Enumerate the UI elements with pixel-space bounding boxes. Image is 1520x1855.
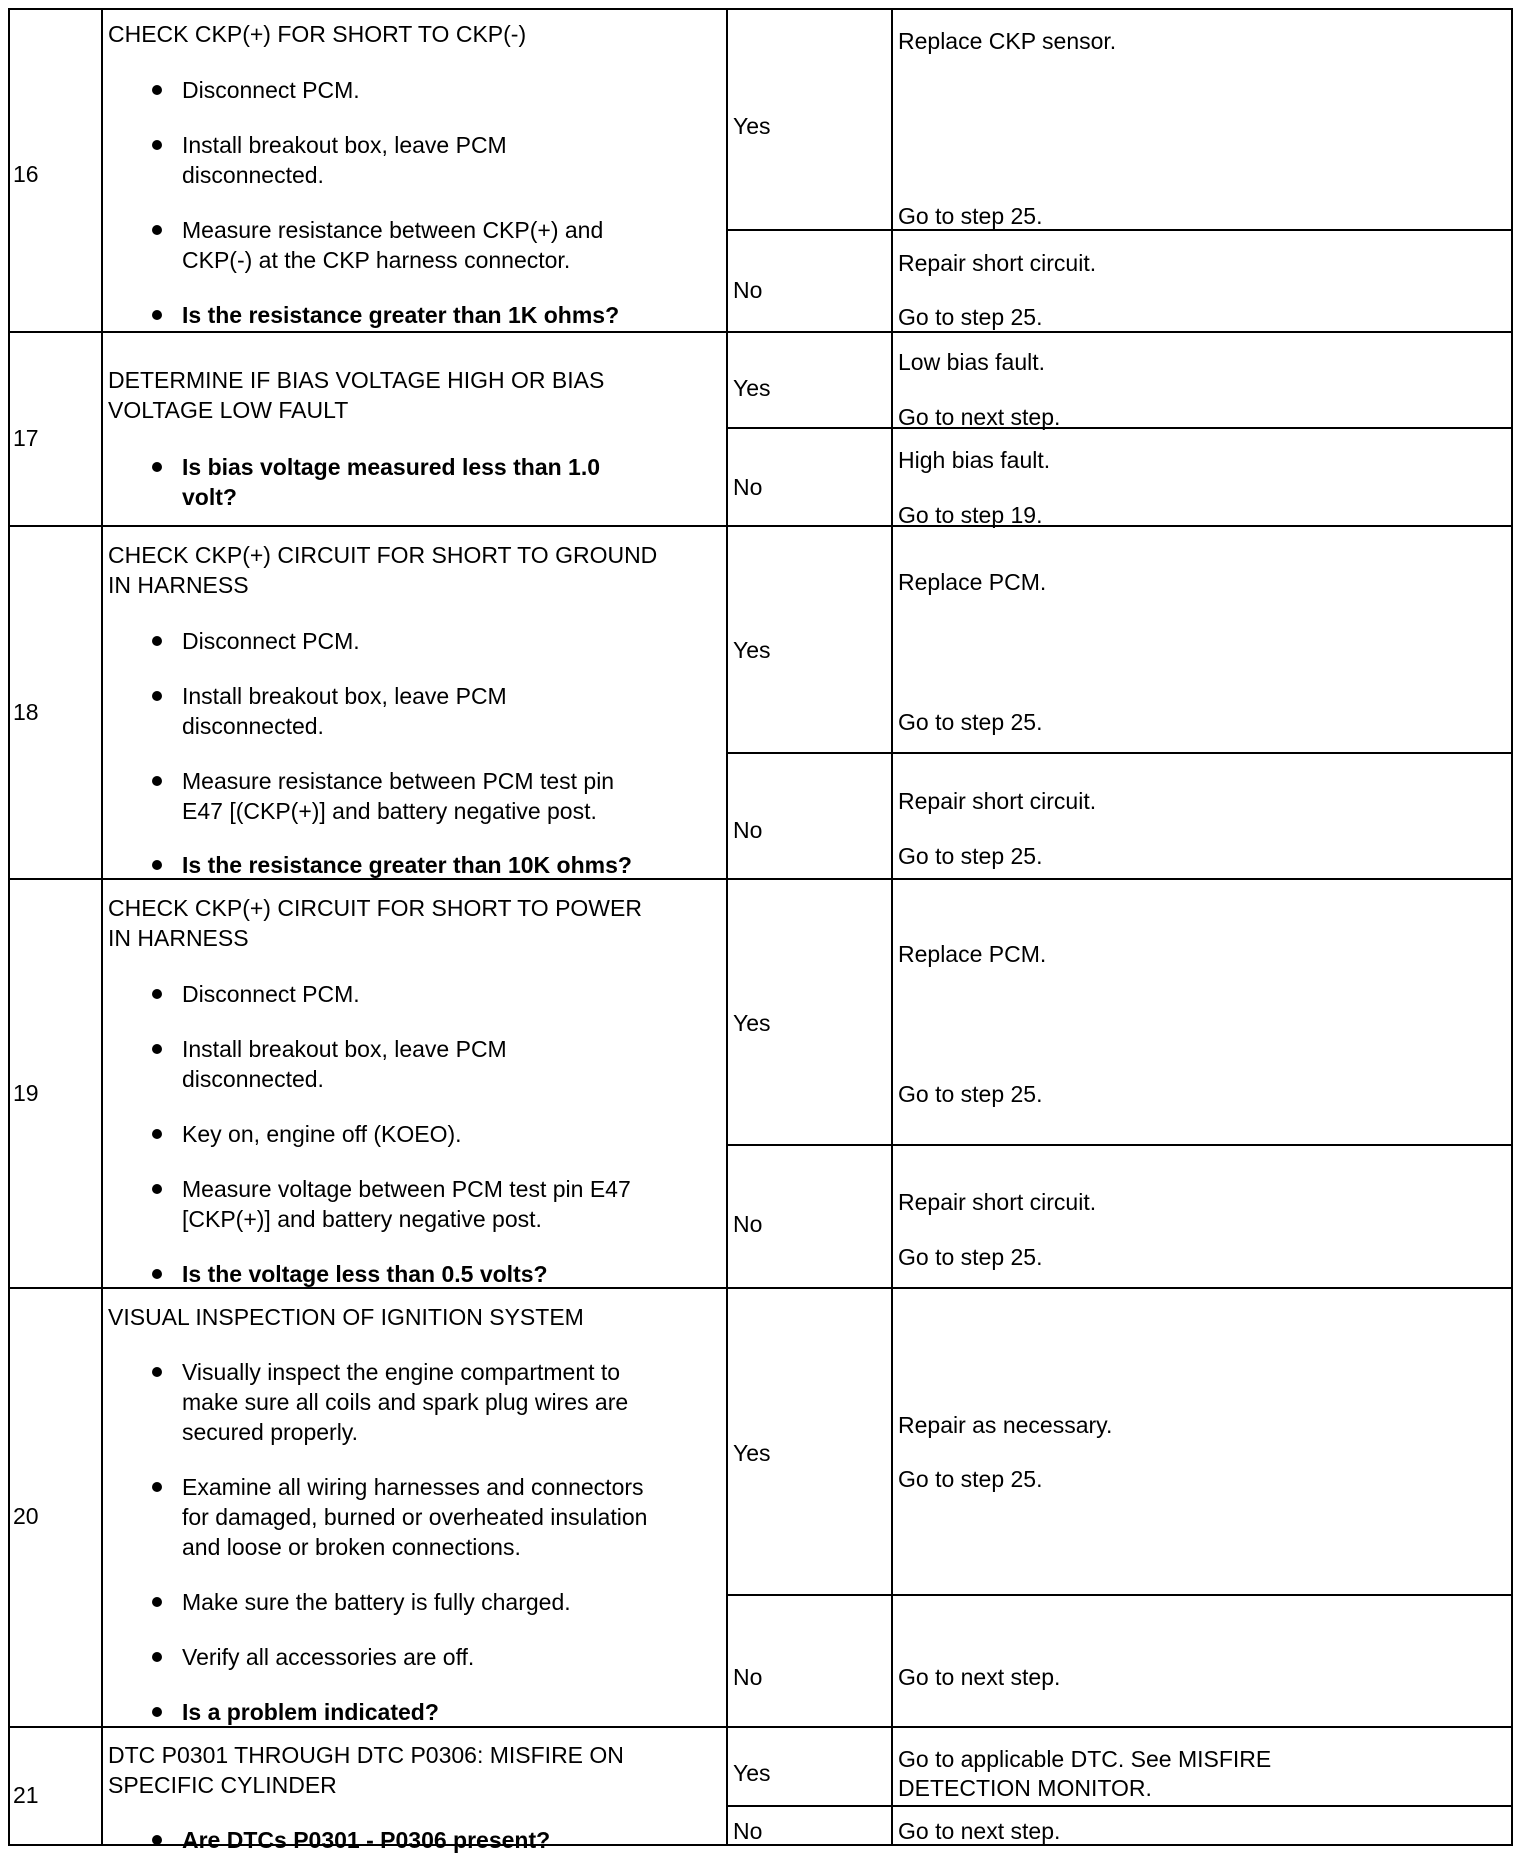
yes-goto: Go to step 25. [898, 203, 1043, 229]
yes-goto: Go to step 25. [898, 1081, 1043, 1107]
no-action: High bias fault. [898, 447, 1051, 473]
bullet-text: for damaged, burned or overheated insulation [182, 1504, 648, 1530]
answer-no: No [733, 1211, 763, 1237]
diagnostic-table [8, 8, 1513, 1853]
bullet-icon [152, 1367, 162, 1377]
bullet-text: Disconnect PCM. [182, 77, 360, 103]
no-goto: Go to step 25. [898, 304, 1043, 330]
bullet-text: Visually inspect the engine compartment to [182, 1359, 621, 1385]
answer-no: No [733, 817, 763, 843]
no-goto: Go to step 25. [898, 1244, 1043, 1270]
bullet-icon [152, 140, 162, 150]
yes-no-divider [726, 1594, 1511, 1596]
bullet-text: Examine all wiring harnesses and connectors [182, 1474, 644, 1500]
no-goto: Go to next step. [898, 1664, 1061, 1690]
question-text: Is the resistance greater than 10K ohms? [182, 852, 632, 878]
question-text: Is the voltage less than 0.5 volts? [182, 1261, 548, 1287]
bullet-icon [152, 776, 162, 786]
bullet-text: [CKP(+)] and battery negative post. [182, 1206, 542, 1232]
bullet-text: Make sure the battery is fully charged. [182, 1589, 571, 1615]
step-number: 21 [13, 1782, 39, 1808]
yes-action: DETECTION MONITOR. [898, 1775, 1152, 1801]
bullet-text: Disconnect PCM. [182, 628, 360, 654]
bullet-icon [152, 1597, 162, 1607]
question-text: Is a problem indicated? [182, 1699, 439, 1725]
step-number: 17 [13, 425, 39, 451]
bullet-icon [152, 85, 162, 95]
yes-no-divider [726, 427, 1511, 429]
no-goto: Go to step 19. [898, 502, 1043, 528]
no-action: Repair short circuit. [898, 250, 1097, 276]
col-divider-step [101, 10, 103, 1844]
bullet-icon [152, 989, 162, 999]
step-title: DETERMINE IF BIAS VOLTAGE HIGH OR BIAS [108, 367, 605, 393]
row-divider [10, 525, 1511, 527]
bullet-icon [152, 225, 162, 235]
yes-no-divider [726, 1805, 1511, 1807]
question-text: Are DTCs P0301 - P0306 present? [182, 1827, 551, 1853]
yes-action: Replace PCM. [898, 941, 1047, 967]
yes-no-divider [726, 229, 1511, 231]
step-number: 19 [13, 1080, 39, 1106]
bullet-text: and loose or broken connections. [182, 1534, 521, 1560]
bullet-icon [152, 1269, 162, 1279]
yes-action: Low bias fault. [898, 349, 1046, 375]
step-title: VISUAL INSPECTION OF IGNITION SYSTEM [108, 1304, 584, 1330]
yes-action: Repair as necessary. [898, 1412, 1113, 1438]
bullet-text: E47 [(CKP(+)] and battery negative post. [182, 798, 597, 824]
step-title: CHECK CKP(+) CIRCUIT FOR SHORT TO POWER [108, 895, 642, 921]
yes-goto: Go to step 25. [898, 709, 1043, 735]
col-divider-answer [726, 10, 728, 1844]
bullet-icon [152, 1652, 162, 1662]
bullet-icon [152, 1044, 162, 1054]
yes-no-divider [726, 1144, 1511, 1146]
col-divider-result [891, 10, 893, 1844]
bullet-icon [152, 310, 162, 320]
yes-goto: Go to step 25. [898, 1466, 1043, 1492]
yes-action: Replace PCM. [898, 569, 1047, 595]
answer-no: No [733, 277, 763, 303]
bullet-text: Install breakout box, leave PCM [182, 683, 507, 709]
step-number: 16 [13, 161, 39, 187]
bullet-icon [152, 860, 162, 870]
bullet-text: disconnected. [182, 713, 324, 739]
bullet-text: make sure all coils and spark plug wires are [182, 1389, 629, 1415]
row-divider [10, 331, 1511, 333]
question-text: volt? [182, 484, 237, 510]
step-title: CHECK CKP(+) CIRCUIT FOR SHORT TO GROUND [108, 542, 658, 568]
step-title: DTC P0301 THROUGH DTC P0306: MISFIRE ON [108, 1742, 624, 1768]
answer-no: No [733, 1818, 763, 1844]
bullet-text: disconnected. [182, 1066, 324, 1092]
yes-no-divider [726, 752, 1511, 754]
answer-yes: Yes [733, 1440, 771, 1466]
bullet-text: Verify all accessories are off. [182, 1644, 475, 1670]
step-number: 18 [13, 699, 39, 725]
step-number: 20 [13, 1503, 39, 1529]
bullet-text: Key on, engine off (KOEO). [182, 1121, 462, 1147]
answer-yes: Yes [733, 637, 771, 663]
question-text: Is the resistance greater than 1K ohms? [182, 302, 620, 328]
answer-no: No [733, 1664, 763, 1690]
answer-no: No [733, 474, 763, 500]
bullet-text: Measure voltage between PCM test pin E47 [182, 1176, 631, 1202]
no-action: Repair short circuit. [898, 1189, 1097, 1215]
yes-action: Go to applicable DTC. See MISFIRE [898, 1746, 1272, 1772]
bullet-icon [152, 1707, 162, 1717]
bullet-text: Measure resistance between CKP(+) and [182, 217, 604, 243]
step-title: SPECIFIC CYLINDER [108, 1772, 337, 1798]
answer-yes: Yes [733, 375, 771, 401]
answer-yes: Yes [733, 113, 771, 139]
bullet-text: secured properly. [182, 1419, 358, 1445]
bullet-text: CKP(-) at the CKP harness connector. [182, 247, 571, 273]
bullet-text: Disconnect PCM. [182, 981, 360, 1007]
bullet-icon [152, 691, 162, 701]
bullet-icon [152, 636, 162, 646]
yes-goto: Go to next step. [898, 404, 1061, 430]
step-title: CHECK CKP(+) FOR SHORT TO CKP(-) [108, 21, 527, 47]
bullet-icon [152, 1482, 162, 1492]
step-title: IN HARNESS [108, 572, 249, 598]
no-goto: Go to step 25. [898, 843, 1043, 869]
no-action: Repair short circuit. [898, 788, 1097, 814]
bullet-icon [152, 462, 162, 472]
bullet-text: Measure resistance between PCM test pin [182, 768, 615, 794]
bullet-icon [152, 1184, 162, 1194]
answer-yes: Yes [733, 1010, 771, 1036]
bullet-text: Install breakout box, leave PCM [182, 1036, 507, 1062]
bullet-text: Install breakout box, leave PCM [182, 132, 507, 158]
answer-yes: Yes [733, 1760, 771, 1786]
question-text: Is bias voltage measured less than 1.0 [182, 454, 601, 480]
no-goto: Go to next step. [898, 1818, 1061, 1844]
bullet-icon [152, 1835, 162, 1845]
yes-action: Replace CKP sensor. [898, 28, 1117, 54]
step-title: VOLTAGE LOW FAULT [108, 397, 349, 423]
bullet-text: disconnected. [182, 162, 324, 188]
bullet-icon [152, 1129, 162, 1139]
step-title: IN HARNESS [108, 925, 249, 951]
